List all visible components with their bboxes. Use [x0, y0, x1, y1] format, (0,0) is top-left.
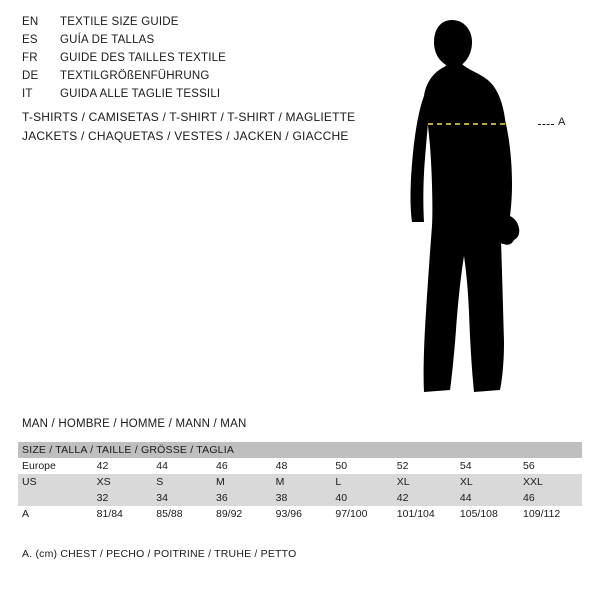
cell-value: L: [331, 474, 392, 490]
language-code: IT: [22, 88, 33, 100]
cell-value: 34: [152, 490, 212, 506]
cell-value: 32: [93, 490, 153, 506]
cell-value: XL: [393, 474, 456, 490]
language-text: GUIDE DES TAILLES TEXTILE: [60, 52, 227, 64]
footnote: A. (cm) CHEST / PECHO / POITRINE / TRUHE / PETTO: [22, 548, 297, 560]
language-row: [22, 88, 362, 106]
table-row: [18, 490, 582, 506]
language-text: GUÍA DE TALLAS: [60, 34, 155, 46]
cell-value: 105/108: [456, 506, 519, 522]
cell-value: 46: [212, 458, 272, 474]
language-row: [22, 16, 362, 34]
cell-value: 44: [152, 458, 212, 474]
size-table: [18, 442, 582, 522]
category-jackets: JACKETS / CHAQUETAS / VESTES / JACKEN / GIACCHE: [22, 129, 349, 143]
cell-value: 38: [272, 490, 332, 506]
cell-value: S: [152, 474, 212, 490]
table-row: [18, 458, 582, 474]
row-label: A: [18, 506, 93, 522]
cell-value: 46: [519, 490, 582, 506]
table-header-label: SIZE / TALLA / TAILLE / GRÖSSE / TAGLIA: [18, 442, 582, 458]
cell-value: 42: [393, 490, 456, 506]
cell-value: 85/88: [152, 506, 212, 522]
cell-value: 36: [212, 490, 272, 506]
cell-value: 52: [393, 458, 456, 474]
language-text: TEXTILGRÖßENFÜHRUNG: [60, 70, 210, 82]
cell-value: XXL: [519, 474, 582, 490]
cell-value: 89/92: [212, 506, 272, 522]
cell-value: 54: [456, 458, 519, 474]
measure-marker-label: A: [558, 116, 566, 128]
cell-value: 42: [93, 458, 153, 474]
language-list: [22, 16, 362, 106]
body-figure: [390, 12, 600, 402]
cell-value: 81/84: [93, 506, 153, 522]
cell-value: 56: [519, 458, 582, 474]
cell-value: 97/100: [331, 506, 392, 522]
male-silhouette-icon: [390, 12, 600, 402]
row-label: [18, 490, 93, 506]
cell-value: 44: [456, 490, 519, 506]
language-code: FR: [22, 52, 38, 64]
category-list: [22, 110, 422, 148]
language-code: ES: [22, 34, 38, 46]
cell-value: 109/112: [519, 506, 582, 522]
row-label: Europe: [18, 458, 93, 474]
language-row: [22, 34, 362, 52]
cell-value: M: [212, 474, 272, 490]
category-tshirts: T-SHIRTS / CAMISETAS / T-SHIRT / T-SHIRT / MAGLIETTE: [22, 110, 356, 124]
row-label: US: [18, 474, 93, 490]
language-text: GUIDA ALLE TAGLIE TESSILI: [60, 88, 221, 100]
language-code: DE: [22, 70, 39, 82]
cell-value: XL: [456, 474, 519, 490]
language-code: EN: [22, 16, 39, 28]
measure-leader-line: [538, 124, 554, 125]
cell-value: XS: [93, 474, 153, 490]
cell-value: 50: [331, 458, 392, 474]
table-group-title: MAN / HOMBRE / HOMME / MANN / MAN: [22, 418, 247, 430]
table-header-row: [18, 442, 582, 458]
language-row: [22, 52, 362, 70]
cell-value: M: [272, 474, 332, 490]
cell-value: 48: [272, 458, 332, 474]
cell-value: 40: [331, 490, 392, 506]
language-text: TEXTILE SIZE GUIDE: [60, 16, 179, 28]
language-row: [22, 70, 362, 88]
cell-value: 93/96: [272, 506, 332, 522]
table-row: [18, 474, 582, 490]
cell-value: 101/104: [393, 506, 456, 522]
table-row: [18, 506, 582, 522]
